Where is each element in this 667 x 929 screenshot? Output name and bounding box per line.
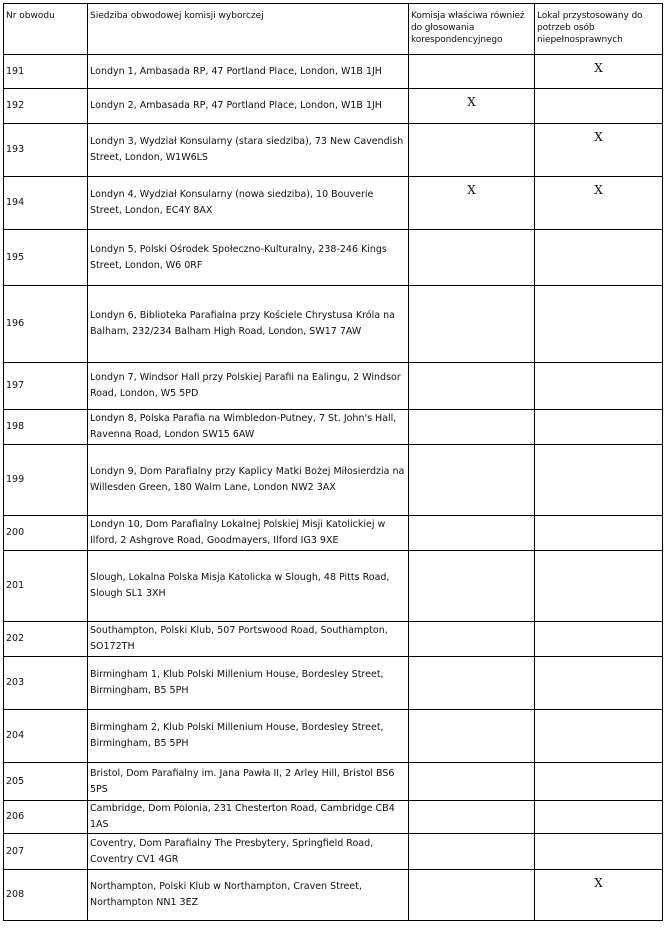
cell-postal-mark	[409, 363, 535, 410]
header-accessible: Lokal przystosowany do potrzeb osób niepełnosprawnych	[535, 4, 663, 55]
cell-seat: Slough, Lokalna Polska Misja Katolicka w Slough, 48 Pitts Road, Slough SL1 3XH	[88, 551, 409, 622]
cell-postal-mark: X	[409, 177, 535, 230]
cell-seat: Londyn 9, Dom Parafialny przy Kaplicy Matki Bożej Miłosierdzia na Willesden Green, 180 Walm Lane, London NW2 3AX	[88, 445, 409, 516]
cell-seat: Londyn 3, Wydział Konsularny (stara siedziba), 73 New Cavendish Street, London, W1W6LS	[88, 124, 409, 177]
cell-accessible-mark: X	[535, 870, 663, 921]
table-row	[4, 801, 663, 834]
cell-nr: 192	[4, 89, 88, 124]
table-row	[4, 55, 663, 89]
cell-nr: 208	[4, 870, 88, 921]
cell-postal-mark	[409, 551, 535, 622]
polling-stations-table	[3, 3, 663, 921]
cell-seat: Londyn 6, Biblioteka Parafialna przy Kościele Chrystusa Króla na Balham, 232/234 Balham High Road, London, SW17 7AW	[88, 286, 409, 363]
cell-nr: 207	[4, 834, 88, 870]
cell-seat: Southampton, Polski Klub, 507 Portswood Road, Southampton, SO172TH	[88, 622, 409, 657]
table-row	[4, 834, 663, 870]
header-nr: Nr obwodu	[4, 4, 88, 55]
cell-postal-mark	[409, 286, 535, 363]
table-row	[4, 410, 663, 445]
table-row	[4, 516, 663, 551]
table-row	[4, 763, 663, 801]
cell-postal-mark	[409, 445, 535, 516]
cell-nr: 195	[4, 230, 88, 286]
cell-postal-mark	[409, 710, 535, 763]
header-row	[4, 4, 663, 55]
cell-accessible-mark	[535, 657, 663, 710]
cell-accessible-mark	[535, 551, 663, 622]
table-row	[4, 363, 663, 410]
cell-accessible-mark	[535, 622, 663, 657]
table-row	[4, 622, 663, 657]
cell-nr: 194	[4, 177, 88, 230]
header-postal-voting: Komisja właściwa również do głosowania korespondencyjnego	[409, 4, 535, 55]
cell-accessible-mark	[535, 363, 663, 410]
cell-accessible-mark	[535, 710, 663, 763]
cell-nr: 191	[4, 55, 88, 89]
cell-postal-mark	[409, 124, 535, 177]
cell-seat: Londyn 2, Ambasada RP, 47 Portland Place, London, W1B 1JH	[88, 89, 409, 124]
table-row	[4, 89, 663, 124]
table-header	[4, 4, 663, 55]
cell-seat: Londyn 5, Polski Ośrodek Społeczno-Kulturalny, 238-246 Kings Street, London, W6 0RF	[88, 230, 409, 286]
cell-postal-mark	[409, 763, 535, 801]
table-row	[4, 124, 663, 177]
cell-nr: 204	[4, 710, 88, 763]
cell-nr: 203	[4, 657, 88, 710]
cell-postal-mark	[409, 834, 535, 870]
cell-nr: 193	[4, 124, 88, 177]
table-row	[4, 657, 663, 710]
cell-seat: Londyn 10, Dom Parafialny Lokalnej Polskiej Misji Katolickiej w Ilford, 2 Ashgrove Road, Goodmayers, Ilford IG3 9XE	[88, 516, 409, 551]
cell-nr: 201	[4, 551, 88, 622]
table-row	[4, 230, 663, 286]
table-body	[4, 55, 663, 921]
cell-nr: 196	[4, 286, 88, 363]
cell-postal-mark	[409, 230, 535, 286]
cell-accessible-mark	[535, 445, 663, 516]
cell-seat: Northampton, Polski Klub w Northampton, Craven Street, Northampton NN1 3EZ	[88, 870, 409, 921]
cell-nr: 199	[4, 445, 88, 516]
cell-seat: Bristol, Dom Parafialny im. Jana Pawła II, 2 Arley Hill, Bristol BS6 5PS	[88, 763, 409, 801]
cell-seat: Coventry, Dom Parafialny The Presbytery, Springfield Road, Coventry CV1 4GR	[88, 834, 409, 870]
cell-postal-mark	[409, 410, 535, 445]
cell-seat: Birmingham 1, Klub Polski Millenium House, Bordesley Street, Birmingham, B5 5PH	[88, 657, 409, 710]
cell-nr: 200	[4, 516, 88, 551]
cell-accessible-mark	[535, 410, 663, 445]
cell-seat: Cambridge, Dom Polonia, 231 Chesterton Road, Cambridge CB4 1AS	[88, 801, 409, 834]
cell-nr: 206	[4, 801, 88, 834]
cell-accessible-mark	[535, 516, 663, 551]
cell-postal-mark: X	[409, 89, 535, 124]
cell-accessible-mark	[535, 834, 663, 870]
cell-accessible-mark	[535, 286, 663, 363]
cell-nr: 205	[4, 763, 88, 801]
cell-nr: 197	[4, 363, 88, 410]
table-row	[4, 870, 663, 921]
cell-accessible-mark	[535, 801, 663, 834]
cell-accessible-mark	[535, 89, 663, 124]
table-row	[4, 710, 663, 763]
cell-nr: 202	[4, 622, 88, 657]
cell-accessible-mark: X	[535, 177, 663, 230]
cell-postal-mark	[409, 657, 535, 710]
cell-seat: Birmingham 2, Klub Polski Millenium House, Bordesley Street, Birmingham, B5 5PH	[88, 710, 409, 763]
cell-postal-mark	[409, 870, 535, 921]
cell-accessible-mark: X	[535, 55, 663, 89]
cell-accessible-mark	[535, 230, 663, 286]
cell-postal-mark	[409, 622, 535, 657]
cell-postal-mark	[409, 55, 535, 89]
cell-postal-mark	[409, 516, 535, 551]
cell-postal-mark	[409, 801, 535, 834]
cell-seat: Londyn 7, Windsor Hall przy Polskiej Parafii na Ealingu, 2 Windsor Road, London, W5 5PD	[88, 363, 409, 410]
cell-accessible-mark: X	[535, 124, 663, 177]
table-row	[4, 286, 663, 363]
header-seat: Siedziba obwodowej komisji wyborczej	[88, 4, 409, 55]
cell-accessible-mark	[535, 763, 663, 801]
table-row	[4, 177, 663, 230]
table-row	[4, 445, 663, 516]
cell-seat: Londyn 1, Ambasada RP, 47 Portland Place, London, W1B 1JH	[88, 55, 409, 89]
cell-nr: 198	[4, 410, 88, 445]
cell-seat: Londyn 4, Wydział Konsularny (nowa siedziba), 10 Bouverie Street, London, EC4Y 8AX	[88, 177, 409, 230]
cell-seat: Londyn 8, Polska Parafia na Wimbledon-Putney, 7 St. John's Hall, Ravenna Road, London SW15 6AW	[88, 410, 409, 445]
table-row	[4, 551, 663, 622]
